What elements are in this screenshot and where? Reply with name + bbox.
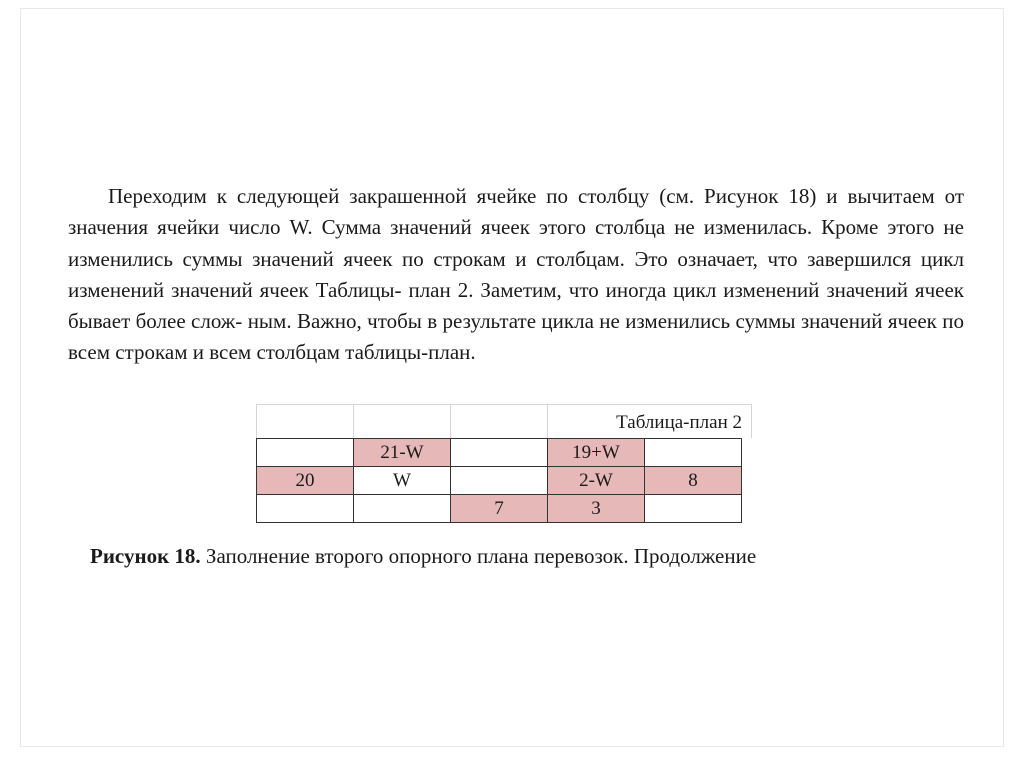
plan-table [256,438,742,523]
paragraph-line: всем строкам и всем столбцам таблицы-план. [68,340,476,365]
table-row [257,495,742,523]
table-row [257,439,742,467]
table-cell [257,439,354,467]
table-cell [645,439,742,467]
table-cell: 21-W [354,439,451,467]
table-title: Таблица-план 2 [616,412,742,433]
paragraph-line: Переходим к следующей закрашенной ячейке по столбцу (см. Рисунок 18) и [108,184,848,208]
table-cell [451,439,548,467]
table-cell: 8 [645,467,742,495]
table-cell: 3 [548,495,645,523]
table-cell: W [354,467,451,495]
table-cell [257,495,354,523]
paragraph-line: ным. Важно, чтобы в результате цикла не изменились суммы значений ячеек по [247,309,964,334]
frame-border-bottom [20,746,1004,747]
figure-caption [90,541,950,571]
paragraph-line: изменилась. Кроме этого не изменились суммы значений ячеек по строкам и [68,215,964,271]
paragraph-line: столбцам. Это означает, что завершился цикл изменений значений ячеек Таблицы- [68,246,964,302]
table-cell: 7 [451,495,548,523]
table-gridline [751,404,752,438]
caption-text: Заполнение второго опорного плана перевозок. Продолжение [200,544,757,568]
caption-label: Рисунок 18. [90,544,201,568]
table-cell: 19+W [548,439,645,467]
table-cell: 20 [257,467,354,495]
table-gridline [256,404,752,405]
paragraph-line: вычитаем от значения ячейки число W. Сумма значений ячеек этого столбца не [68,184,964,240]
body-paragraph [68,181,964,369]
frame-border-top [20,8,1004,9]
table-cell [451,467,548,495]
table-row [257,467,742,495]
frame-border-right [1003,8,1004,747]
table-cell: 2-W [548,467,645,495]
frame-border-left [20,8,21,747]
table-cell [354,495,451,523]
paragraph-line: план 2. Заметим, что иногда цикл изменений значений ячеек бывает более слож- [68,277,964,334]
table-cell [645,495,742,523]
